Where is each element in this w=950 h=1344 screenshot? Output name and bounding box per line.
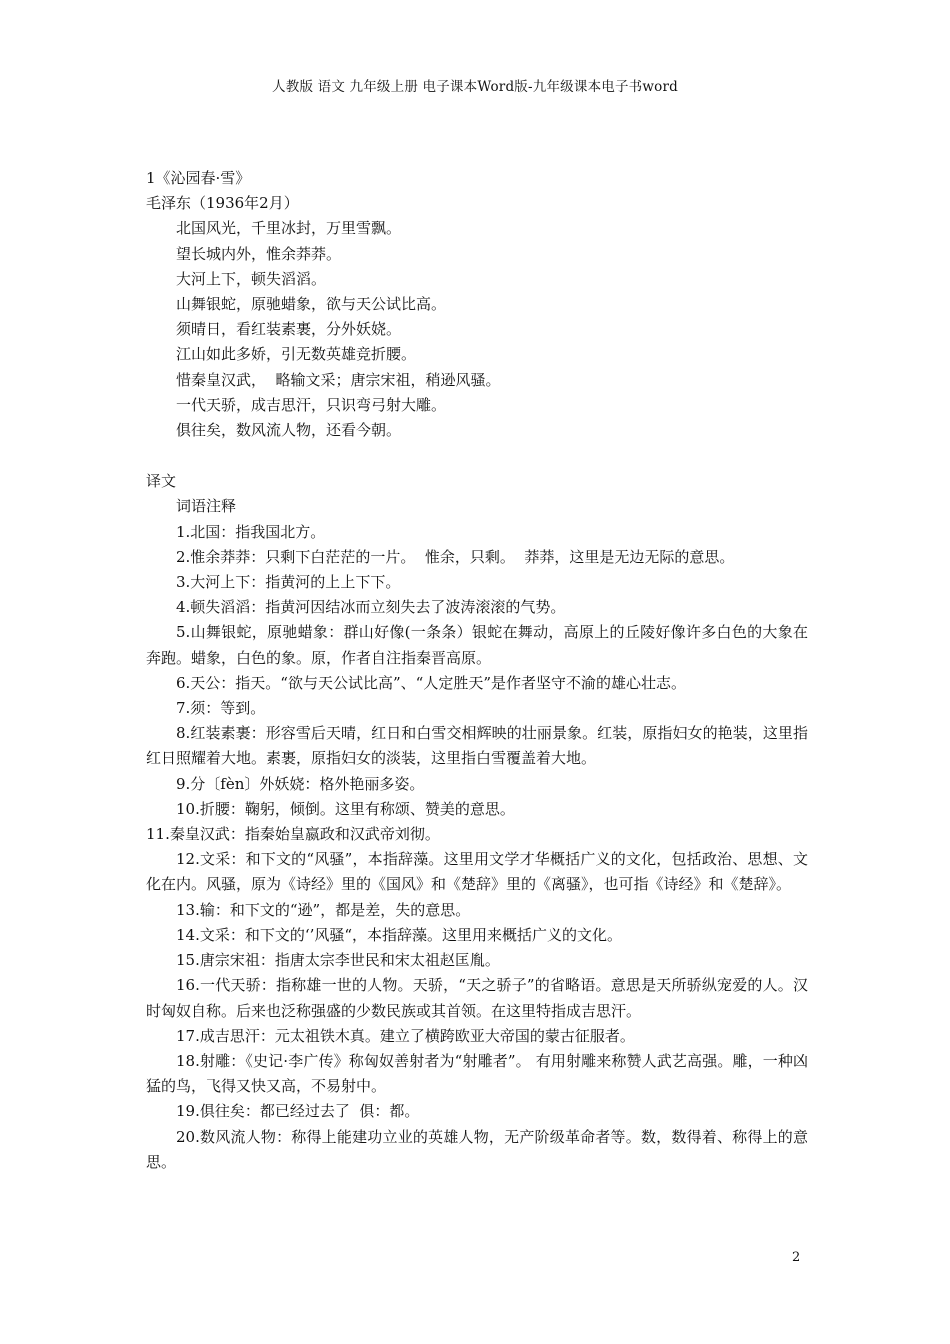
note-item: 6.天公：指天。“欲与天公试比高”、“人定胜天”是作者坚守不渝的雄心壮志。 [176,673,686,692]
poem-line: 江山如此多娇，引无数英雄竞折腰。 [176,345,417,364]
note-item: 1.北国：指我国北方。 [176,522,326,541]
poem-line: 北国风光，千里冰封，万里雪飘。 [176,219,402,238]
note-item: 3.大河上下：指黄河的上上下下。 [176,573,401,592]
note-item: 17.成吉思汗：元太祖铁木真。建立了横跨欧亚大帝国的蒙古征服者。 [176,1026,635,1045]
translation-heading: 译文 [146,472,177,491]
poem-line: 惜秦皇汉武， 略输文采；唐宗宋祖，稍逊风骚。 [176,370,501,389]
note-item: 15.唐宗宋祖：指唐太宗李世民和宋太祖赵匡胤。 [176,951,500,970]
note-item: 5.山舞银蛇，原驰蜡象：群山好像(一条条）银蛇在舞动，高原上的丘陵好像许多白色的大象在奔跑。蜡象，白色的象。原，作者自注指秦晋高原。 [146,623,808,667]
poem-author: 毛泽东（1936年2月） [146,194,299,213]
note-item: 7.须：等到。 [176,699,266,718]
note-item: 11.秦皇汉武：指秦始皇嬴政和汉武帝刘彻。 [146,825,440,844]
poem-line: 俱往矣，数风流人物，还看今朝。 [176,421,402,440]
spacer [146,443,808,469]
poem-line: 大河上下，顿失滔滔。 [176,269,327,288]
poem-title: 1《沁园春·雪》 [146,169,251,187]
note-item: 19.俱往矣：都已经过去了 俱：都。 [176,1102,420,1121]
notes-heading: 词语注释 [176,497,237,516]
document-body [146,166,808,1175]
poem-line: 一代天骄，成吉思汗，只识弯弓射大雕。 [176,395,447,414]
note-item: 8.红装素裹：形容雪后天晴，红日和白雪交相辉映的壮丽景象。红装，原指妇女的艳装，这里指红日照耀着大地。素裹，原指妇女的淡装，这里指白雪覆盖着大地。 [146,724,808,768]
note-item: 14.文采：和下文的‘’风骚“，本指辞藻。这里用来概括广义的文化。 [176,925,623,944]
note-item: 20.数风流人物：称得上能建功立业的英雄人物，无产阶级革命者等。数，数得着、称得上的意思。 [146,1127,808,1171]
note-item: 18.射雕：《史记·李广传》称匈奴善射者为“射雕者”。 有用射雕来称赞人武艺高强。雕，一种凶猛的鸟，飞得又快又高，不易射中。 [146,1051,808,1096]
note-item: 4.顿失滔滔：指黄河因结冰而立刻失去了波涛滚滚的气势。 [176,598,566,617]
poem-line: 山舞银蛇，原驰蜡象，欲与天公试比高。 [176,295,447,314]
note-item: 13.输：和下文的“逊”，都是差，失的意思。 [176,900,471,919]
page-number: 2 [792,1250,801,1265]
note-item: 12.文采：和下文的“风骚”，本指辞藻。这里用文学才华概括广义的文化，包括政治、思想、文化在内。风骚，原为《诗经》里的《国风》和《楚辞》里的《离骚》，也可指《诗经》和《楚辞》。 [146,850,808,894]
poem-line: 须晴日，看红装素裹，分外妖娆。 [176,320,402,339]
poem-line: 望长城内外，惟余莽莽。 [176,244,342,263]
note-item: 16.一代天骄：指称雄一世的人物。天骄，“天之骄子”的省略语。意思是天所骄纵宠爱的人。汉时匈奴自称。后来也泛称强盛的少数民族或其首领。在这里特指成吉思汗。 [146,976,808,1020]
page-header: 人教版 语文 九年级上册 电子课本Word版-九年级课本电子书word [272,79,678,95]
note-item: 2.惟余莽莽：只剩下白茫茫的一片。 惟余，只剩。 莽莽，这里是无边无际的意思。 [176,547,735,566]
note-item: 9.分〔fèn〕外妖娆：格外艳丽多姿。 [176,774,425,793]
note-item: 10.折腰：鞠躬，倾倒。这里有称颂、赞美的意思。 [176,799,515,818]
